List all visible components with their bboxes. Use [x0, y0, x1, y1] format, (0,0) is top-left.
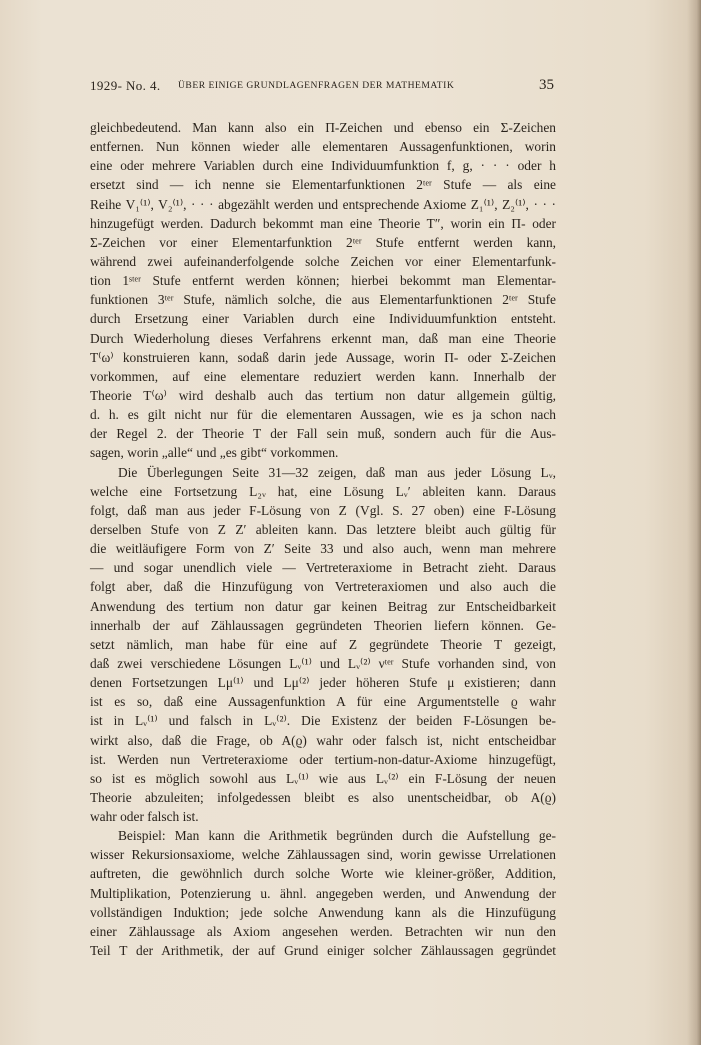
text-line: ersetzt sind — ich nenne sie Elementarfunktionen 2ᵗᵉʳ Stufe — als eine: [90, 177, 556, 193]
text-line: Beispiel: Man kann die Arithmetik begründen durch die Aufstellung ge-: [118, 828, 556, 844]
text-line: einer Zählaussage als Axiom angesehen werden. Betrachten wir nun den: [90, 923, 556, 939]
text-line: folgt, daß man aus jeder F-Lösung von Z (Vgl. S. 27 oben) eine F-Lösung: [90, 502, 556, 518]
page-edge-shadow: [687, 0, 701, 1045]
journal-issue: 1929- No. 4.: [90, 78, 161, 93]
text-line: denen Fortsetzungen Lμ⁽¹⁾ und Lμ⁽²⁾ jeder höheren Stufe μ existieren; dann: [90, 675, 556, 691]
text-line: folgt aber, daß die Hinzufügung von Vertreteraxiomen und also auch die: [90, 579, 556, 595]
text-line: Σ-Zeichen vor einer Elementarfunktion 2ᵗᵉʳ Stufe entfernt werden kann,: [90, 234, 556, 250]
text-line: Theorie T⁽ω⁾ wird deshalb auch das tertium non datur allgemein gültig,: [90, 387, 556, 403]
text-line: innerhalb der auf Zählaussagen gegründeten Theorien liefern können. Ge-: [90, 617, 556, 633]
text-line: daß zwei verschiedene Lösungen Lᵥ⁽¹⁾ und Lᵥ⁽²⁾ νᵗᵉʳ Stufe vorhanden sind, von: [90, 655, 556, 671]
text-line: ist es so, daß eine Aussagenfunktion A für eine Argumentstelle ϱ wahr: [90, 694, 556, 710]
running-header: [90, 76, 556, 98]
text-line: sagen, worin „alle“ und „es gibt“ vorkommen.: [90, 445, 339, 461]
text-line: tion 1ˢᵗᵉʳ Stufe entfernt werden können; hierbei bekommt man Elementar-: [90, 273, 556, 289]
text-line: gleichbedeutend. Man kann also ein Π-Zeichen und ebenso ein Σ-Zeichen: [90, 120, 556, 135]
text-line: funktionen 3ᵗᵉʳ Stufe, nämlich solche, die aus Elementarfunktionen 2ᵗᵉʳ Stufe: [90, 292, 556, 308]
text-line: auftreten, die gewöhnlich durch solche Worte wie kleiner-größer, Addition,: [90, 866, 556, 882]
text-line: entfernen. Nun können wieder alle elementaren Aussagenfunktionen, worin: [90, 139, 556, 155]
text-line: derselben Stufe von Z Z′ ableiten kann. Das letztere bleibt auch gültig für: [90, 521, 556, 537]
text-line: ist in Lᵥ⁽¹⁾ und falsch in Lᵥ⁽²⁾. Die Existenz der beiden F-Lösungen be-: [90, 713, 556, 729]
text-line: Multiplikation, Potenzierung u. ähnl. angegeben werden, und Anwendung der: [90, 885, 556, 901]
text-line: d. h. es gilt nicht nur für die elementaren Aussagen, wie es ja schon nach: [90, 407, 556, 423]
text-line: — und sogar unendlich viele — Vertreteraxiome in Betracht zieht. Daraus: [90, 560, 556, 576]
text-line: vollständigen Induktion; jede solche Anwendung kann als die Hinzufügung: [90, 904, 556, 920]
text-line: die weitläufigere Form von Z′ Seite 33 und also auch, wenn man mehrere: [90, 541, 556, 557]
text-line: so ist es möglich sowohl aus Lᵥ⁽¹⁾ wie aus Lᵥ⁽²⁾ ein F-Lösung der neuen: [90, 770, 556, 786]
text-line: wahr oder falsch ist.: [90, 809, 199, 825]
text-line: während zwei aufeinanderfolgende solche Zeichen vor einer Elementarfunk-: [90, 253, 556, 269]
body-text: [90, 118, 556, 960]
text-line: vorkommen, auf eine elementare reduziert werden kann. Innerhalb der: [90, 368, 556, 384]
text-line: wirkt also, daß die Frage, ob A(ϱ) wahr oder falsch ist, nicht entscheidbar: [90, 732, 556, 748]
text-line: Theorie abzuleiten; infolgedessen bleibt es also unentscheidbar, ob A(ϱ): [90, 789, 556, 805]
text-line: ist. Werden nun Vertreteraxiome oder tertium-non-datur-Axiome hinzugefügt,: [90, 751, 556, 767]
text-line: Die Überlegungen Seite 31—32 zeigen, daß man aus jeder Lösung Lᵥ,: [118, 464, 556, 480]
text-line: welche eine Fortsetzung L₂ᵥ hat, eine Lösung Lᵥ′ ableiten kann. Daraus: [90, 483, 556, 499]
text-line: der Regel 2. der Theorie T der Fall sein muß, sondern auch für die Aus-: [90, 426, 556, 442]
page-number: 35: [539, 77, 554, 93]
running-title: ÜBER EINIGE GRUNDLAGENFRAGEN DER MATHEMATIK: [178, 80, 455, 91]
text-line: Anwendung des tertium non datur gar keinen Beitrag zur Entscheidbarkeit: [90, 598, 556, 614]
text-line: hinzugefügt werden. Dadurch bekommt man eine Theorie T″, worin ein Π- oder: [90, 215, 556, 231]
text-line: Teil T der Arithmetik, der auf Grund einiger solcher Zählaussagen gegründet: [90, 943, 556, 959]
text-line: setzt nämlich, man habe für eine auf Z gegründete Theorie T gezeigt,: [90, 636, 556, 652]
text-line: Durch Wiederholung dieses Verfahrens erkennt man, daß man eine Theorie: [90, 330, 556, 346]
text-line: wisser Rekursionsaxiome, welche Zählaussagen sind, worin gewisse Urrelationen: [90, 847, 556, 863]
text-line: T⁽ω⁾ konstruieren kann, sodaß darin jede Aussage, worin Π- oder Σ-Zeichen: [90, 349, 556, 365]
text-line: eine oder mehrere Variablen durch eine Individuumfunktion f, g, · · · oder h: [90, 158, 556, 174]
text-line: Reihe V₁⁽¹⁾, V₂⁽¹⁾, · · · abgezählt werden und entsprechende Axiome Z₁⁽¹⁾, Z₂⁽¹⁾, · · ·: [90, 196, 556, 212]
text-line: durch Ersetzung einer Variablen durch eine Individuumfunktion entsteht.: [90, 311, 556, 327]
